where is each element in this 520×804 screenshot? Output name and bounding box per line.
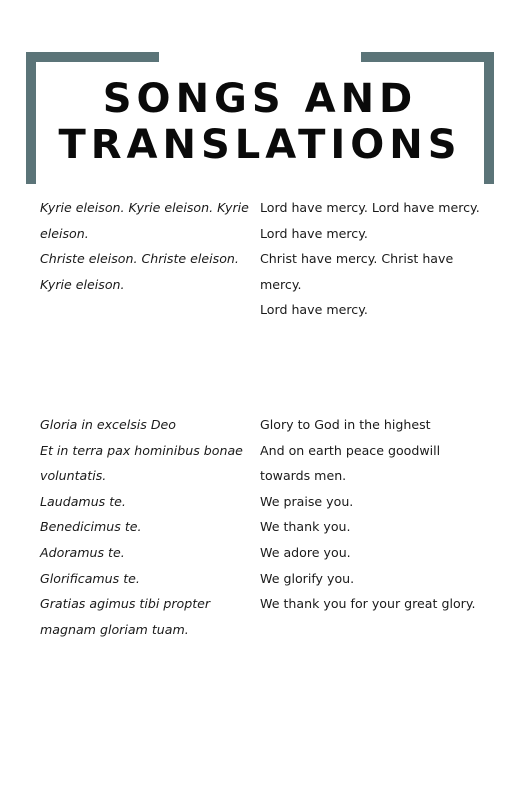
english-line xyxy=(260,617,492,643)
latin-line xyxy=(40,297,260,323)
latin-line: Benedicimus te. xyxy=(40,519,142,535)
title-frame-top-right xyxy=(361,52,494,62)
page-title xyxy=(0,76,520,168)
latin-line: Adoramus te. xyxy=(40,544,125,560)
verse-row xyxy=(40,540,492,566)
kyrie-section xyxy=(40,195,492,323)
verse-row xyxy=(40,463,492,489)
latin-line: Et in terra pax hominibus bonae xyxy=(40,442,243,458)
english-line: Lord have mercy. Lord have mercy. xyxy=(260,200,480,215)
english-line: We praise you. xyxy=(260,493,354,509)
verse-row xyxy=(40,412,492,438)
latin-line: Christe eleison. Christe eleison. xyxy=(40,251,239,267)
english-line: mercy. xyxy=(260,276,302,292)
latin-line: Gloria in excelsis Deo xyxy=(40,417,176,432)
verse-row xyxy=(40,566,492,592)
verse-row xyxy=(40,195,492,221)
verse-row xyxy=(40,246,492,272)
english-line: We glorify you. xyxy=(260,570,355,586)
verse-row xyxy=(40,438,492,464)
english-line: Lord have mercy. xyxy=(260,302,368,318)
latin-line: Gratias agimus tibi propter xyxy=(40,596,211,612)
english-line: We thank you. xyxy=(260,519,351,535)
verse-row xyxy=(40,221,492,247)
english-line: towards men. xyxy=(260,468,347,484)
verse-row xyxy=(40,272,492,298)
gloria-section xyxy=(40,412,492,642)
english-line: And on earth peace goodwill xyxy=(260,442,441,458)
title-line-2: TRANSLATIONS xyxy=(58,122,462,168)
verse-row xyxy=(40,617,492,643)
verse-row xyxy=(40,489,492,515)
latin-line: voluntatis. xyxy=(40,468,107,484)
english-line: Christ have mercy. Christ have xyxy=(260,251,454,267)
latin-line: Kyrie eleison. xyxy=(40,276,125,292)
english-line: We adore you. xyxy=(260,544,351,560)
english-line: Glory to God in the highest xyxy=(260,417,431,432)
latin-line: Laudamus te. xyxy=(40,493,126,509)
latin-line: Kyrie eleison. Kyrie eleison. Kyrie xyxy=(40,200,249,215)
title-frame-top-left xyxy=(26,52,159,62)
latin-line: magnam gloriam tuam. xyxy=(40,621,189,637)
latin-line: eleison. xyxy=(40,225,89,241)
verse-row xyxy=(40,514,492,540)
verse-row xyxy=(40,297,492,323)
english-line: We thank you for your great glory. xyxy=(260,596,476,612)
title-line-1: SONGS AND xyxy=(102,76,418,122)
verse-row xyxy=(40,591,492,617)
latin-line: Glorificamus te. xyxy=(40,570,140,586)
english-line: Lord have mercy. xyxy=(260,225,368,241)
